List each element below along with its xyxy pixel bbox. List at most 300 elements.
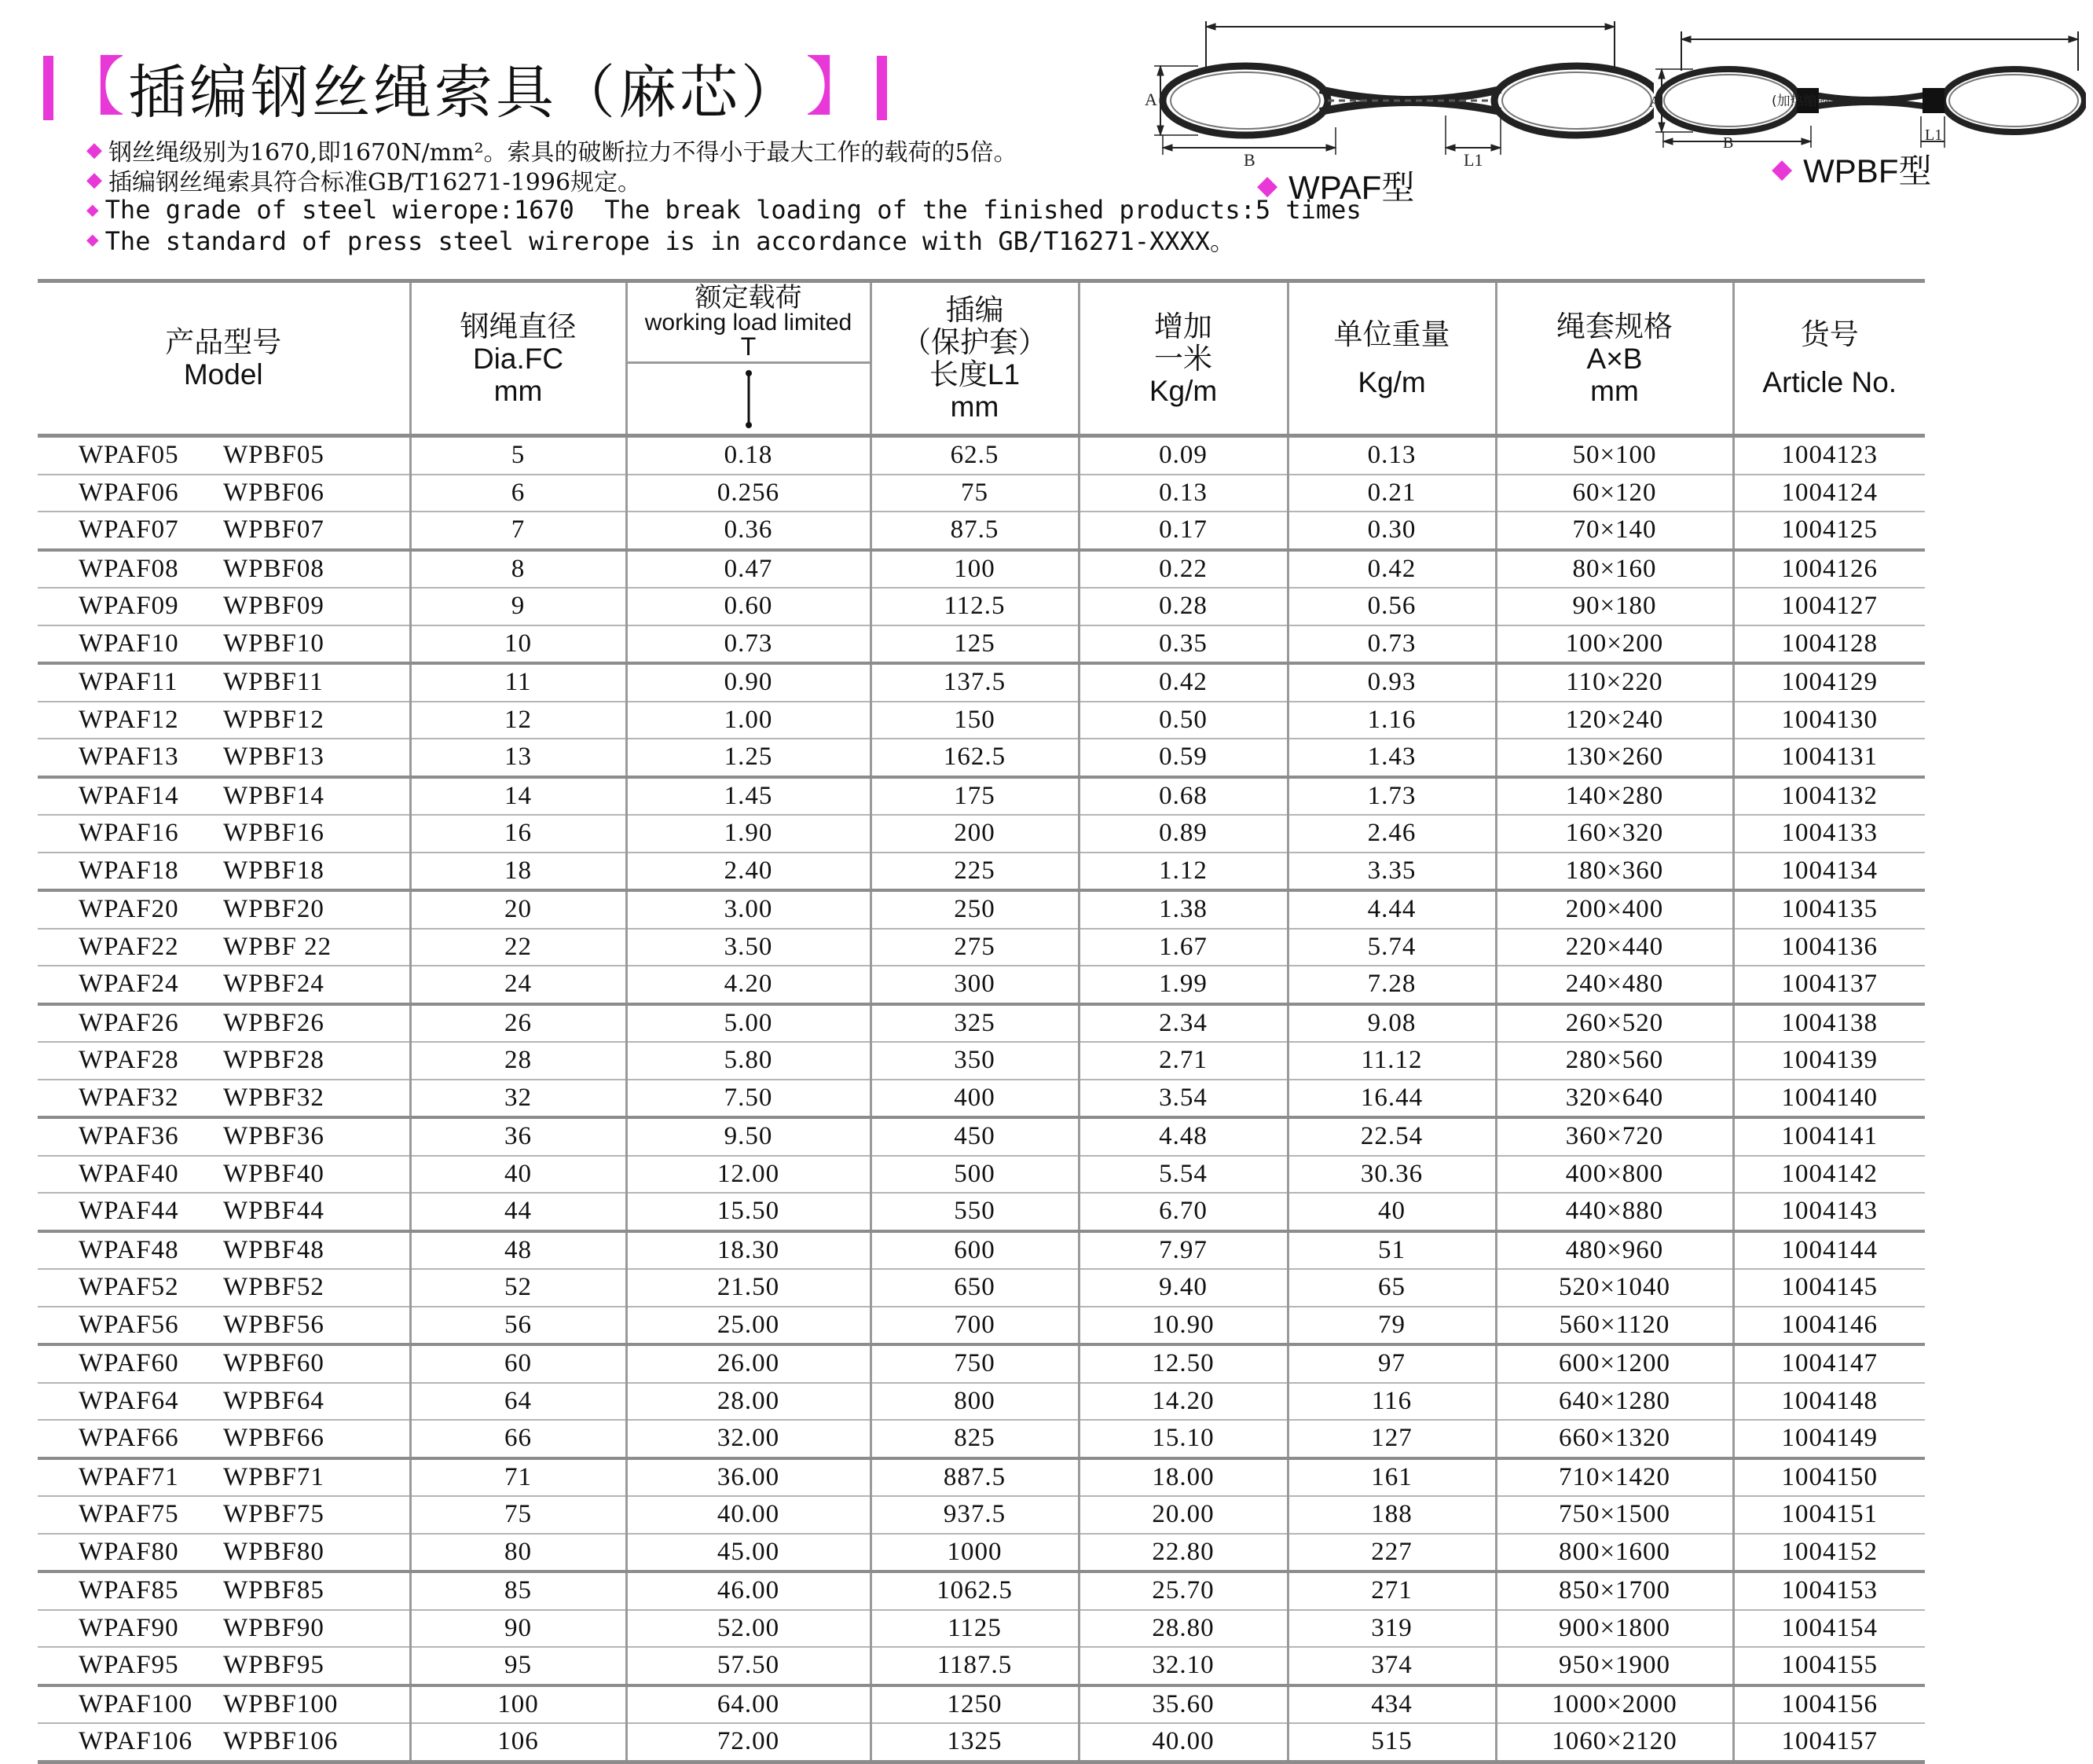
cell-working-load: 18.30 (626, 1231, 871, 1270)
cell-model-a: WPAF80 (38, 1534, 223, 1572)
cell-model-a: WPAF22 (38, 929, 223, 966)
cell-loop-spec: 660×1320 (1496, 1420, 1733, 1458)
cell-unit-weight: 374 (1288, 1647, 1496, 1685)
cell-model-b: WPBF52 (223, 1269, 410, 1307)
cell-diameter: 26 (410, 1004, 626, 1043)
cell-splice-length: 275 (871, 929, 1079, 966)
table-row (38, 512, 1925, 550)
cell-added-weight: 2.71 (1079, 1042, 1288, 1080)
cell-unit-weight: 0.56 (1288, 588, 1496, 625)
cell-splice-length: 350 (871, 1042, 1079, 1080)
cell-unit-weight: 51 (1288, 1231, 1496, 1270)
cell-loop-spec: 520×1040 (1496, 1269, 1733, 1307)
cell-model-a: WPAF28 (38, 1042, 223, 1080)
cell-model-b: WPBF95 (223, 1647, 410, 1685)
cell-diameter: 20 (410, 890, 626, 929)
cell-article-no: 1004145 (1733, 1269, 1925, 1307)
cell-added-weight: 0.42 (1079, 663, 1288, 702)
cell-unit-weight: 11.12 (1288, 1042, 1496, 1080)
cell-loop-spec: 600×1200 (1496, 1344, 1733, 1383)
cell-model-b: WPBF14 (223, 777, 410, 816)
cell-working-load: 3.00 (626, 890, 871, 929)
cell-working-load: 64.00 (626, 1685, 871, 1724)
cell-splice-length: 937.5 (871, 1496, 1079, 1534)
wpbf-sleeve-note: (加热缩膜) (1772, 94, 1836, 109)
cell-unit-weight: 116 (1288, 1383, 1496, 1421)
cell-model-a: WPAF75 (38, 1496, 223, 1534)
cell-splice-length: 150 (871, 702, 1079, 739)
cell-splice-length: 887.5 (871, 1458, 1079, 1497)
cell-added-weight: 5.54 (1079, 1156, 1288, 1194)
cell-added-weight: 40.00 (1079, 1723, 1288, 1762)
cell-splice-length: 175 (871, 777, 1079, 816)
cell-model-b: WPBF08 (223, 550, 410, 589)
cell-loop-spec: 50×100 (1496, 436, 1733, 475)
cell-model-a: WPAF08 (38, 550, 223, 589)
cell-model-b: WPBF100 (223, 1685, 410, 1724)
cell-loop-spec: 560×1120 (1496, 1307, 1733, 1345)
cell-added-weight: 0.59 (1079, 739, 1288, 777)
cell-working-load: 3.50 (626, 929, 871, 966)
cell-splice-length: 400 (871, 1080, 1079, 1118)
cell-model-a: WPAF11 (38, 663, 223, 702)
cell-diameter: 18 (410, 853, 626, 891)
cell-added-weight: 1.12 (1079, 853, 1288, 891)
cell-working-load: 0.47 (626, 550, 871, 589)
table-header-row (38, 281, 1925, 436)
table-row (38, 890, 1925, 929)
header-unit-weight: 单位重量 Kg/m (1288, 281, 1496, 436)
cell-splice-length: 1187.5 (871, 1647, 1079, 1685)
cell-model-b: WPBF12 (223, 702, 410, 739)
cell-article-no: 1004136 (1733, 929, 1925, 966)
wpbf-sling-diagram (1646, 24, 2086, 153)
title-accent-bar (43, 56, 53, 120)
note-item: ◆ The grade of steel wierope:1670 The break loading of the finished products:5 times (86, 195, 1362, 225)
cell-model-b: WPBF06 (223, 475, 410, 512)
diamond-bullet-icon: ◆ (1772, 154, 1793, 184)
cell-unit-weight: 4.44 (1288, 890, 1496, 929)
cell-splice-length: 650 (871, 1269, 1079, 1307)
cell-diameter: 32 (410, 1080, 626, 1118)
cell-working-load: 0.256 (626, 475, 871, 512)
cell-article-no: 1004153 (1733, 1571, 1925, 1610)
cell-diameter: 5 (410, 436, 626, 475)
table-row (38, 1080, 1925, 1118)
cell-article-no: 1004146 (1733, 1307, 1925, 1345)
table-row (38, 1269, 1925, 1307)
cell-working-load: 21.50 (626, 1269, 871, 1307)
cell-loop-spec: 850×1700 (1496, 1571, 1733, 1610)
cell-model-b: WPBF26 (223, 1004, 410, 1043)
cell-added-weight: 1.38 (1079, 890, 1288, 929)
cell-added-weight: 0.13 (1079, 475, 1288, 512)
cell-added-weight: 0.09 (1079, 436, 1288, 475)
cell-model-a: WPAF52 (38, 1269, 223, 1307)
table-row (38, 1117, 1925, 1156)
cell-article-no: 1004148 (1733, 1383, 1925, 1421)
cell-article-no: 1004135 (1733, 890, 1925, 929)
cell-article-no: 1004125 (1733, 512, 1925, 550)
cell-model-a: WPAF10 (38, 625, 223, 664)
cell-unit-weight: 0.42 (1288, 550, 1496, 589)
cell-article-no: 1004150 (1733, 1458, 1925, 1497)
cell-splice-length: 500 (871, 1156, 1079, 1194)
cell-splice-length: 1325 (871, 1723, 1079, 1762)
cell-model-a: WPAF85 (38, 1571, 223, 1610)
cell-unit-weight: 0.30 (1288, 512, 1496, 550)
cell-working-load: 1.00 (626, 702, 871, 739)
cell-added-weight: 0.89 (1079, 815, 1288, 853)
cell-working-load: 26.00 (626, 1344, 871, 1383)
cell-splice-length: 125 (871, 625, 1079, 664)
cell-working-load: 0.90 (626, 663, 871, 702)
wpaf-dim-l1: L1 (1464, 150, 1483, 167)
cell-diameter: 95 (410, 1647, 626, 1685)
cell-unit-weight: 0.73 (1288, 625, 1496, 664)
cell-model-b: WPBF85 (223, 1571, 410, 1610)
cell-unit-weight: 1.73 (1288, 777, 1496, 816)
table-row (38, 625, 1925, 664)
cell-working-load: 5.00 (626, 1004, 871, 1043)
table-row (38, 815, 1925, 853)
cell-unit-weight: 1.16 (1288, 702, 1496, 739)
cell-model-a: WPAF48 (38, 1231, 223, 1270)
cell-loop-spec: 320×640 (1496, 1080, 1733, 1118)
table-row (38, 1610, 1925, 1648)
cell-added-weight: 0.68 (1079, 777, 1288, 816)
cell-diameter: 6 (410, 475, 626, 512)
cell-splice-length: 600 (871, 1231, 1079, 1270)
cell-model-a: WPAF32 (38, 1080, 223, 1118)
cell-unit-weight: 65 (1288, 1269, 1496, 1307)
cell-splice-length: 325 (871, 1004, 1079, 1043)
cell-loop-spec: 130×260 (1496, 739, 1733, 777)
cell-unit-weight: 2.46 (1288, 815, 1496, 853)
cell-working-load: 0.36 (626, 512, 871, 550)
cell-unit-weight: 434 (1288, 1685, 1496, 1724)
cell-diameter: 7 (410, 512, 626, 550)
cell-diameter: 14 (410, 777, 626, 816)
cell-model-a: WPAF26 (38, 1004, 223, 1043)
cell-article-no: 1004134 (1733, 853, 1925, 891)
cell-loop-spec: 260×520 (1496, 1004, 1733, 1043)
table-row (38, 1571, 1925, 1610)
cell-working-load: 1.90 (626, 815, 871, 853)
cell-article-no: 1004129 (1733, 663, 1925, 702)
cell-working-load: 45.00 (626, 1534, 871, 1572)
table-row (38, 929, 1925, 966)
cell-loop-spec: 110×220 (1496, 663, 1733, 702)
table-row (38, 702, 1925, 739)
cell-splice-length: 250 (871, 890, 1079, 929)
cell-unit-weight: 22.54 (1288, 1117, 1496, 1156)
cell-loop-spec: 750×1500 (1496, 1496, 1733, 1534)
diamond-bullet-icon: ◆ (86, 198, 99, 222)
diamond-bullet-icon: ◆ (86, 228, 99, 251)
cell-diameter: 60 (410, 1344, 626, 1383)
cell-model-b: WPBF44 (223, 1193, 410, 1231)
cell-model-b: WPBF71 (223, 1458, 410, 1497)
cell-loop-spec: 120×240 (1496, 702, 1733, 739)
cell-unit-weight: 7.28 (1288, 966, 1496, 1004)
cell-article-no: 1004157 (1733, 1723, 1925, 1762)
cell-diameter: 100 (410, 1685, 626, 1724)
cell-diameter: 66 (410, 1420, 626, 1458)
cell-splice-length: 112.5 (871, 588, 1079, 625)
cell-loop-spec: 710×1420 (1496, 1458, 1733, 1497)
cell-splice-length: 300 (871, 966, 1079, 1004)
cell-added-weight: 28.80 (1079, 1610, 1288, 1648)
cell-diameter: 13 (410, 739, 626, 777)
cell-model-b: WPBF13 (223, 739, 410, 777)
table-row (38, 739, 1925, 777)
cell-unit-weight: 515 (1288, 1723, 1496, 1762)
cell-model-b: WPBF 22 (223, 929, 410, 966)
cell-model-a: WPAF95 (38, 1647, 223, 1685)
cell-working-load: 25.00 (626, 1307, 871, 1345)
cell-model-a: WPAF07 (38, 512, 223, 550)
cell-added-weight: 18.00 (1079, 1458, 1288, 1497)
cell-model-b: WPBF40 (223, 1156, 410, 1194)
header-article-no: 货号 Article No. (1733, 281, 1925, 436)
cell-article-no: 1004124 (1733, 475, 1925, 512)
cell-model-b: WPBF66 (223, 1420, 410, 1458)
cell-model-a: WPAF60 (38, 1344, 223, 1383)
cell-working-load: 40.00 (626, 1496, 871, 1534)
cell-diameter: 106 (410, 1723, 626, 1762)
cell-loop-spec: 1000×2000 (1496, 1685, 1733, 1724)
cell-model-b: WPBF18 (223, 853, 410, 891)
note-item: ◆ 插编钢丝绳索具符合标准GB/T16271-1996规定。 (86, 168, 642, 196)
cell-model-b: WPBF32 (223, 1080, 410, 1118)
cell-added-weight: 12.50 (1079, 1344, 1288, 1383)
note-item: ◆ The standard of press steel wirerope is in accordance with GB/T16271-XXXX。 (86, 226, 1236, 256)
cell-working-load: 1.25 (626, 739, 871, 777)
table-row (38, 550, 1925, 589)
cell-model-b: WPBF64 (223, 1383, 410, 1421)
header-added-weight: 增加 一米 Kg/m (1079, 281, 1288, 436)
cell-loop-spec: 60×120 (1496, 475, 1733, 512)
table-row (38, 588, 1925, 625)
cell-loop-spec: 100×200 (1496, 625, 1733, 664)
cell-loop-spec: 80×160 (1496, 550, 1733, 589)
cell-loop-spec: 400×800 (1496, 1156, 1733, 1194)
cell-unit-weight: 40 (1288, 1193, 1496, 1231)
cell-article-no: 1004130 (1733, 702, 1925, 739)
cell-splice-length: 550 (871, 1193, 1079, 1231)
cell-diameter: 48 (410, 1231, 626, 1270)
diamond-bullet-icon: ◆ (1257, 171, 1278, 200)
cell-diameter: 75 (410, 1496, 626, 1534)
cell-article-no: 1004140 (1733, 1080, 1925, 1118)
cell-article-no: 1004156 (1733, 1685, 1925, 1724)
cell-model-a: WPAF56 (38, 1307, 223, 1345)
title-accent-bar-right (877, 56, 887, 120)
cell-working-load: 36.00 (626, 1458, 871, 1497)
note-item: ◆ 钢丝绳级别为1670,即1670N/mm²。索具的破断拉力不得小于最大工作的载荷的5倍。 (86, 138, 1017, 167)
cell-article-no: 1004123 (1733, 436, 1925, 475)
cell-splice-length: 1125 (871, 1610, 1079, 1648)
cell-added-weight: 14.20 (1079, 1383, 1288, 1421)
cell-splice-length: 75 (871, 475, 1079, 512)
cell-added-weight: 15.10 (1079, 1420, 1288, 1458)
cell-diameter: 10 (410, 625, 626, 664)
cell-diameter: 12 (410, 702, 626, 739)
cell-loop-spec: 180×360 (1496, 853, 1733, 891)
cell-model-a: WPAF100 (38, 1685, 223, 1724)
cell-model-a: WPAF24 (38, 966, 223, 1004)
cell-unit-weight: 271 (1288, 1571, 1496, 1610)
cell-model-a: WPAF40 (38, 1156, 223, 1194)
cell-loop-spec: 240×480 (1496, 966, 1733, 1004)
cell-model-b: WPBF07 (223, 512, 410, 550)
cell-diameter: 11 (410, 663, 626, 702)
cell-loop-spec: 640×1280 (1496, 1383, 1733, 1421)
cell-loop-spec: 200×400 (1496, 890, 1733, 929)
diamond-bullet-icon: ◆ (86, 138, 102, 162)
table-row (38, 1004, 1925, 1043)
cell-article-no: 1004137 (1733, 966, 1925, 1004)
cell-working-load: 46.00 (626, 1571, 871, 1610)
table-row (38, 1723, 1925, 1762)
cell-added-weight: 0.35 (1079, 625, 1288, 664)
wpbf-dim-a: A (1649, 94, 1661, 111)
cell-unit-weight: 3.35 (1288, 853, 1496, 891)
cell-article-no: 1004152 (1733, 1534, 1925, 1572)
cell-article-no: 1004151 (1733, 1496, 1925, 1534)
cell-model-a: WPAF13 (38, 739, 223, 777)
cell-added-weight: 25.70 (1079, 1571, 1288, 1610)
cell-article-no: 1004138 (1733, 1004, 1925, 1043)
cell-model-a: WPAF64 (38, 1383, 223, 1421)
cell-splice-length: 800 (871, 1383, 1079, 1421)
cell-splice-length: 200 (871, 815, 1079, 853)
cell-unit-weight: 188 (1288, 1496, 1496, 1534)
cell-unit-weight: 30.36 (1288, 1156, 1496, 1194)
cell-diameter: 8 (410, 550, 626, 589)
cell-working-load: 0.60 (626, 588, 871, 625)
title-text: 插编钢丝绳索具（麻芯） (128, 59, 803, 127)
cell-added-weight: 0.17 (1079, 512, 1288, 550)
page-title (43, 49, 887, 127)
table-row (38, 1307, 1925, 1345)
cell-article-no: 1004139 (1733, 1042, 1925, 1080)
table-row (38, 1496, 1925, 1534)
cell-loop-spec: 950×1900 (1496, 1647, 1733, 1685)
cell-working-load: 2.40 (626, 853, 871, 891)
cell-unit-weight: 0.21 (1288, 475, 1496, 512)
cell-diameter: 90 (410, 1610, 626, 1648)
table-row (38, 1458, 1925, 1497)
cell-working-load: 0.18 (626, 436, 871, 475)
cell-model-b: WPBF20 (223, 890, 410, 929)
cell-added-weight: 20.00 (1079, 1496, 1288, 1534)
cell-diameter: 22 (410, 929, 626, 966)
cell-model-b: WPBF75 (223, 1496, 410, 1534)
cell-working-load: 12.00 (626, 1156, 871, 1194)
cell-model-b: WPBF36 (223, 1117, 410, 1156)
cell-added-weight: 6.70 (1079, 1193, 1288, 1231)
cell-loop-spec: 360×720 (1496, 1117, 1733, 1156)
cell-added-weight: 2.34 (1079, 1004, 1288, 1043)
wpbf-dim-l1: L1 (1925, 127, 1943, 144)
cell-model-a: WPAF71 (38, 1458, 223, 1497)
table-row (38, 436, 1925, 475)
cell-model-a: WPAF12 (38, 702, 223, 739)
table-row (38, 1685, 1925, 1724)
cell-diameter: 28 (410, 1042, 626, 1080)
cell-splice-length: 1000 (871, 1534, 1079, 1572)
cell-model-b: WPBF24 (223, 966, 410, 1004)
cell-model-b: WPBF09 (223, 588, 410, 625)
cell-article-no: 1004133 (1733, 815, 1925, 853)
cell-model-b: WPBF10 (223, 625, 410, 664)
cell-unit-weight: 127 (1288, 1420, 1496, 1458)
cell-article-no: 1004128 (1733, 625, 1925, 664)
cell-unit-weight: 5.74 (1288, 929, 1496, 966)
cell-loop-spec: 800×1600 (1496, 1534, 1733, 1572)
cell-unit-weight: 0.93 (1288, 663, 1496, 702)
cell-loop-spec: 440×880 (1496, 1193, 1733, 1231)
cell-diameter: 80 (410, 1534, 626, 1572)
cell-added-weight: 32.10 (1079, 1647, 1288, 1685)
wpaf-figure-label: ◆ WPAF型 (1257, 169, 1415, 206)
title-left-bracket: 【 (60, 50, 126, 125)
cell-added-weight: 3.54 (1079, 1080, 1288, 1118)
cell-working-load: 7.50 (626, 1080, 871, 1118)
cell-loop-spec: 220×440 (1496, 929, 1733, 966)
cell-loop-spec: 280×560 (1496, 1042, 1733, 1080)
cell-working-load: 4.20 (626, 966, 871, 1004)
table-row (38, 1383, 1925, 1421)
wpaf-sling-diagram (1143, 17, 1654, 167)
cell-splice-length: 825 (871, 1420, 1079, 1458)
cell-added-weight: 1.99 (1079, 966, 1288, 1004)
cell-article-no: 1004155 (1733, 1647, 1925, 1685)
table-row (38, 1534, 1925, 1572)
cell-splice-length: 87.5 (871, 512, 1079, 550)
table-row (38, 1420, 1925, 1458)
cell-unit-weight: 1.43 (1288, 739, 1496, 777)
header-diameter: 钢绳直径 Dia.FC mm (410, 281, 626, 436)
cell-unit-weight: 79 (1288, 1307, 1496, 1345)
cell-article-no: 1004132 (1733, 777, 1925, 816)
cell-model-a: WPAF14 (38, 777, 223, 816)
cell-unit-weight: 9.08 (1288, 1004, 1496, 1043)
cell-splice-length: 162.5 (871, 739, 1079, 777)
header-splice-length: 插编 （保护套） 长度L1 mm (871, 281, 1079, 436)
cell-added-weight: 7.97 (1079, 1231, 1288, 1270)
cell-working-load: 72.00 (626, 1723, 871, 1762)
header-working-load: 额定载荷 working load limited T (626, 281, 871, 436)
table-row (38, 663, 1925, 702)
wpaf-dim-a: A (1145, 90, 1157, 109)
cell-splice-length: 1062.5 (871, 1571, 1079, 1610)
cell-working-load: 9.50 (626, 1117, 871, 1156)
cell-working-load: 0.73 (626, 625, 871, 664)
cell-unit-weight: 319 (1288, 1610, 1496, 1648)
cell-added-weight: 4.48 (1079, 1117, 1288, 1156)
cell-loop-spec: 160×320 (1496, 815, 1733, 853)
cell-article-no: 1004144 (1733, 1231, 1925, 1270)
cell-model-a: WPAF20 (38, 890, 223, 929)
cell-model-a: WPAF106 (38, 1723, 223, 1762)
table-row (38, 777, 1925, 816)
cell-model-a: WPAF66 (38, 1420, 223, 1458)
cell-unit-weight: 97 (1288, 1344, 1496, 1383)
cell-added-weight: 10.90 (1079, 1307, 1288, 1345)
